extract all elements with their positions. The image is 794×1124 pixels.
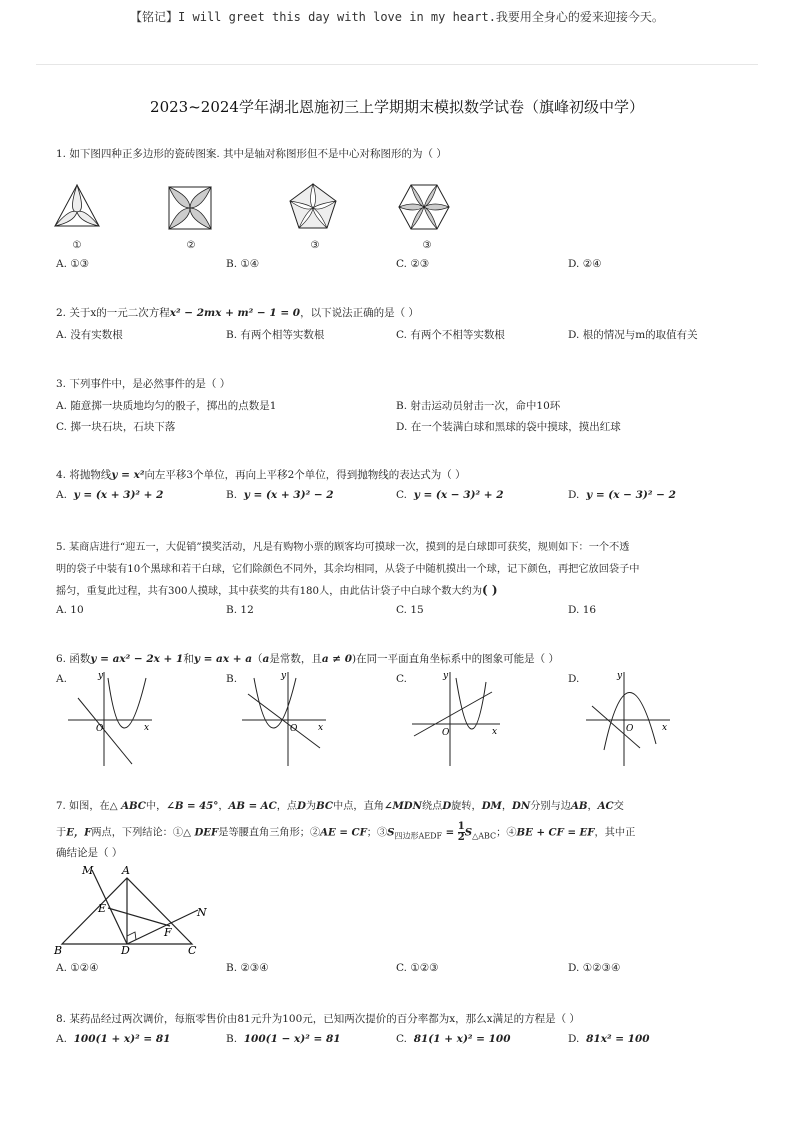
- q7-l2f: ，其中正: [594, 827, 636, 839]
- q6-b-x-label: x: [318, 723, 324, 733]
- q1-fig-label-1: ①: [72, 240, 82, 251]
- q2-stem-a: 2. 关于x的一元二次方程: [56, 307, 170, 319]
- q7-l1e: 为: [305, 801, 317, 812]
- q7-ae-eq-cf: AE = CF: [320, 826, 367, 839]
- q7-s2: S: [464, 826, 473, 839]
- q5-option-d[interactable]: D. 16: [568, 604, 597, 616]
- q1-option-a[interactable]: A. ①③: [56, 258, 90, 270]
- q7-line-1: [56, 797, 624, 812]
- q6-a: a: [262, 653, 270, 665]
- q7-angle-mdn: ∠MDN: [383, 800, 422, 812]
- q7-l1g: 绕点: [421, 801, 443, 812]
- q4-formula: y = x²: [111, 469, 145, 481]
- q7-fraction: [458, 822, 465, 843]
- q6-and: 和: [183, 653, 194, 665]
- q7-l1b: 中，: [145, 801, 167, 812]
- q7-e-f: E，F: [66, 826, 92, 839]
- q7-ab-eq-ac: AB = AC: [228, 800, 277, 812]
- q7-l2e: ；④: [496, 827, 517, 839]
- motto: 【铭记】I will greet this day with love in my heart.我要用全身心的爱来迎接今天。: [130, 10, 664, 24]
- q7-option-d[interactable]: D. ①②③④: [568, 962, 621, 974]
- q2-formula: x² − 2mx + m² − 1 = 0: [169, 307, 301, 319]
- q6-a-x-label: x: [144, 723, 150, 733]
- q4-option-b-letter: B.: [226, 489, 238, 501]
- q4-option-a-formula: y = (x + 3)² + 2: [73, 489, 164, 501]
- q5-line-2: 明的袋子中装有10个黑球和若干白球，它们除颜色不同外，其余均相同，从袋子中随机摸出一个球，记下颜色，再把它放回袋子中: [56, 564, 640, 575]
- q6-stem: [56, 651, 559, 666]
- q6-formula-2: y = ax + a: [193, 653, 253, 665]
- q7-bc: BC: [316, 800, 334, 812]
- q6-c-y-label: y: [443, 671, 449, 681]
- q6-graph-b: [240, 668, 330, 768]
- q7-label-d: D: [121, 944, 130, 957]
- q1-figure-triangle: [52, 182, 102, 232]
- q6-graph-d: [584, 668, 674, 768]
- q7-label-e: E: [98, 902, 107, 915]
- q6-c-x-label: x: [492, 727, 498, 737]
- q6-b-y-label: y: [281, 671, 287, 681]
- q6-option-c[interactable]: C.: [396, 673, 407, 685]
- q8-option-d-letter: D.: [568, 1033, 580, 1045]
- q4-option-b-formula: y = (x + 3)² − 2: [243, 489, 334, 501]
- q7-l1d: ，点: [276, 801, 298, 812]
- q6-formula-1: y = ax² − 2x + 1: [90, 653, 184, 665]
- header-divider: [36, 64, 758, 65]
- q7-l1f: 中点，直角: [333, 801, 384, 812]
- q6-stem-b: （: [252, 653, 263, 665]
- q3-stem: 3. 下列事件中，是必然事件的是（ ）: [56, 378, 231, 390]
- q1-stem: 1. 如下图四种正多边形的瓷砖图案. 其中是轴对称图形但不是中心对称图形的为（ ）: [56, 148, 447, 160]
- q7-l1k: ，: [587, 801, 598, 812]
- q5-line-3: [56, 582, 498, 597]
- q7-l1l: 交: [613, 801, 624, 812]
- q7-line-3: 确结论是（ ）: [56, 847, 123, 859]
- q7-eq3: =: [442, 826, 458, 839]
- q6-d-x-label: x: [662, 723, 668, 733]
- q8-option-a-formula: 100(1 + x)² = 81: [73, 1033, 171, 1045]
- q2-option-a[interactable]: A. 没有实数根: [56, 329, 123, 341]
- q7-dn: DN: [512, 800, 531, 812]
- q7-label-m: M: [82, 864, 94, 877]
- q6-b-origin: O: [290, 724, 298, 734]
- q6-option-a[interactable]: A.: [56, 673, 67, 685]
- q4-option-c-letter: C.: [396, 489, 407, 501]
- q7-l1h: 旋转，: [451, 801, 482, 812]
- q7-frac-num: 1: [457, 821, 465, 832]
- q1-fig-label-4: ③: [422, 240, 432, 251]
- q8-option-c-formula: 81(1 + x)² = 100: [413, 1033, 511, 1045]
- q6-stem-c: 是常数，且: [269, 653, 322, 665]
- q1-option-c[interactable]: C. ②③: [396, 258, 430, 270]
- q6-option-d[interactable]: D.: [568, 673, 580, 685]
- q7-option-a[interactable]: A. ①②④: [56, 962, 99, 974]
- q7-sub1: 四边形AEDF: [394, 831, 443, 841]
- q4-stem-a: 4. 将抛物线: [56, 469, 112, 481]
- q6-graph-a: [66, 668, 156, 768]
- q3-option-a[interactable]: A. 随意掷一块质地均匀的骰子，掷出的点数是1: [56, 400, 277, 412]
- q3-option-c[interactable]: C. 掷一块石块，石块下落: [56, 421, 176, 433]
- q7-line-2: [56, 822, 635, 843]
- q6-d-origin: O: [626, 724, 634, 734]
- q6-d-y-label: y: [617, 671, 623, 681]
- q4-option-c[interactable]: [396, 489, 504, 501]
- q7-geometry-figure: [52, 864, 212, 956]
- q7-label-n: N: [197, 906, 207, 919]
- q4-option-a[interactable]: [56, 489, 163, 501]
- q1-option-b[interactable]: B. ①④: [226, 258, 260, 270]
- q1-fig-label-2: ②: [186, 240, 196, 251]
- q4-option-d-letter: D.: [568, 489, 580, 501]
- q7-l2a: 于: [56, 827, 67, 839]
- q7-option-c[interactable]: C. ①②③: [396, 962, 439, 974]
- q7-label-a: A: [122, 864, 130, 877]
- q8-option-b[interactable]: [226, 1033, 341, 1045]
- q7-l2c: 是等腰直角三角形；②: [218, 827, 321, 839]
- q7-label-f: F: [164, 926, 172, 939]
- q7-frac-den: 2: [457, 832, 465, 843]
- q6-stem-a: 6. 函数: [56, 653, 91, 665]
- q5-option-a[interactable]: A. 10: [56, 604, 84, 616]
- q8-option-c-letter: C.: [396, 1033, 407, 1045]
- q7-point-d-2: D: [442, 800, 452, 812]
- q4-stem: [56, 467, 466, 482]
- q7-label-c: C: [188, 944, 197, 957]
- q2-option-c[interactable]: C. 有两个不相等实数根: [396, 329, 505, 341]
- q5-line-3-text: 摇匀，重复此过程，共有300人摸球，其中获奖的共有180人，由此估计袋子中白球个数大约为: [56, 586, 483, 597]
- q8-option-d[interactable]: [568, 1033, 650, 1045]
- q7-ab: AB: [570, 800, 588, 812]
- q4-option-d-formula: y = (x − 3)² − 2: [586, 489, 676, 501]
- q1-fig-label-3: ③: [310, 240, 320, 251]
- q8-option-c[interactable]: [396, 1033, 511, 1045]
- q6-c-origin: O: [442, 728, 450, 738]
- q4-option-b[interactable]: [226, 489, 334, 501]
- q4-option-c-formula: y = (x − 3)² + 2: [413, 489, 504, 501]
- q1-figure-pentagon: [288, 182, 338, 232]
- q5-paren: ( ): [482, 583, 498, 597]
- q5-option-b[interactable]: B. 12: [226, 604, 254, 616]
- q7-triangle-abc: △ ABC: [109, 800, 146, 812]
- q8-option-a-letter: A.: [56, 1033, 67, 1045]
- q6-graph-c: [410, 668, 506, 768]
- q7-s1: S: [387, 826, 395, 839]
- q4-stem-b: 向左平移3个单位，再向上平移2个单位，得到抛物线的表达式为（ ）: [144, 469, 466, 481]
- q7-dm: DM: [481, 800, 502, 812]
- page-title: 2023~2024学年湖北恩施初三上学期期末模拟数学试卷（旗峰初级中学）: [150, 98, 644, 116]
- q5-option-c[interactable]: C. 15: [396, 604, 424, 616]
- q7-label-b: B: [54, 944, 63, 957]
- q8-option-b-letter: B.: [226, 1033, 238, 1045]
- q4-option-d[interactable]: [568, 489, 676, 501]
- q7-l1a: 7. 如图，在: [56, 801, 110, 812]
- q6-stem-d: )在同一平面直角坐标系中的图象可能是（ ）: [352, 653, 559, 665]
- q6-a-y-label: y: [98, 671, 104, 681]
- q8-option-d-formula: 81x² = 100: [586, 1033, 650, 1045]
- q7-l1i: ，: [501, 801, 513, 812]
- q6-option-b[interactable]: B.: [226, 673, 238, 685]
- q1-figure-hexagon: [398, 183, 450, 231]
- q3-option-d[interactable]: D. 在一个装满白球和黑球的袋中摸球，摸出红球: [396, 421, 621, 433]
- q2-option-d[interactable]: D. 根的情况与m的取值有关: [568, 329, 698, 341]
- q7-option-b[interactable]: B. ②③④: [226, 962, 269, 974]
- q7-point-d: D: [297, 800, 306, 812]
- q7-triangle-def: △ DEF: [183, 826, 219, 839]
- q7-l1j: 分别与边: [530, 801, 571, 812]
- q7-l1c: ，: [218, 801, 229, 812]
- q1-figure-square: [168, 186, 212, 230]
- q2-stem: [56, 305, 419, 320]
- q7-l2d: ；③: [366, 827, 388, 839]
- q8-stem: 8. 某药品经过两次调价，每瓶零售价由81元升为100元，已知两次提价的百分率都为x，那么x满足的方程是（ ）: [56, 1013, 580, 1025]
- q7-ac: AC: [597, 800, 614, 812]
- q8-option-b-formula: 100(1 − x)² = 81: [243, 1033, 341, 1045]
- q1-option-d[interactable]: D. ②④: [568, 258, 602, 270]
- q2-stem-b: ，以下说法正确的是（ ）: [300, 307, 419, 319]
- q7-l2b: 两点，下列结论：①: [91, 827, 184, 839]
- q6-condition: a ≠ 0: [321, 653, 353, 665]
- q3-option-b[interactable]: B. 射击运动员射击一次，命中10环: [396, 400, 561, 412]
- q8-option-a[interactable]: [56, 1033, 170, 1045]
- q6-a-origin: O: [96, 724, 104, 734]
- q7-eq4: BE + CF = EF: [516, 826, 595, 839]
- q2-option-b[interactable]: B. 有两个相等实数根: [226, 329, 325, 341]
- q7-sub2: △ABC: [472, 831, 497, 841]
- q5-line-1: 5. 某商店进行“迎五一，大促销”摸奖活动，凡是有购物小票的顾客均可摸球一次，摸到的是白球即可获奖，规则如下：一个不透: [56, 542, 630, 553]
- q4-option-a-letter: A.: [56, 489, 67, 501]
- q7-angle-b: ∠B = 45°: [166, 800, 219, 812]
